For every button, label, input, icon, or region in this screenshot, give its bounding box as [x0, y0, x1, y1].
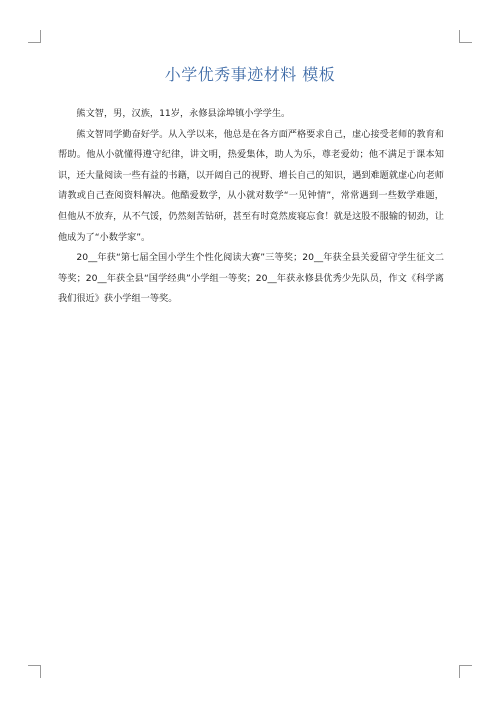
- crop-mark-top-right: [459, 30, 472, 43]
- crop-mark-top-left: [28, 30, 41, 43]
- crop-mark-bottom-left: [28, 665, 41, 678]
- paragraph-intro: 熊文智，男，汉族，11岁，永修县涂埠镇小学学生。: [76, 108, 291, 119]
- paragraph-awards: 20__年获“第七届全国小学生个性化阅读大赛”三等奖；20__年获全县关爱留守学生征文二等奖；20__年获全县“国学经典”小学组一等奖；20__年获永修县优秀少先队员，作文《科学离我们很近》获小学组一等奖。: [58, 252, 444, 305]
- document-title: 小学优秀事迹材料 模板: [164, 65, 336, 84]
- document-body: [58, 104, 444, 310]
- crop-mark-bottom-right: [459, 665, 472, 678]
- paragraph-deeds: 熊文智同学勤奋好学。从入学以来，他总是在各方面严格要求自己，虚心接受老师的教育和帮助。他从小就懂得遵守纪律，讲文明，热爱集体，助人为乐，尊老爱幼；他不满足于课本知识，还大量阅读一些有益的书籍，以开阔自己的视野、增长自己的知识，遇到难题就虚心向老师请教或自己查阅资料解决。他酷爱数学，从小就对数学“一见钟情”，常常遇到一些数学难题，但他从不放弃，从不气馁，仍然刻苦钻研，甚至有时竟然废寝忘食！就是这股不服输的韧劲，让他成为了“小数学家”。: [58, 128, 444, 243]
